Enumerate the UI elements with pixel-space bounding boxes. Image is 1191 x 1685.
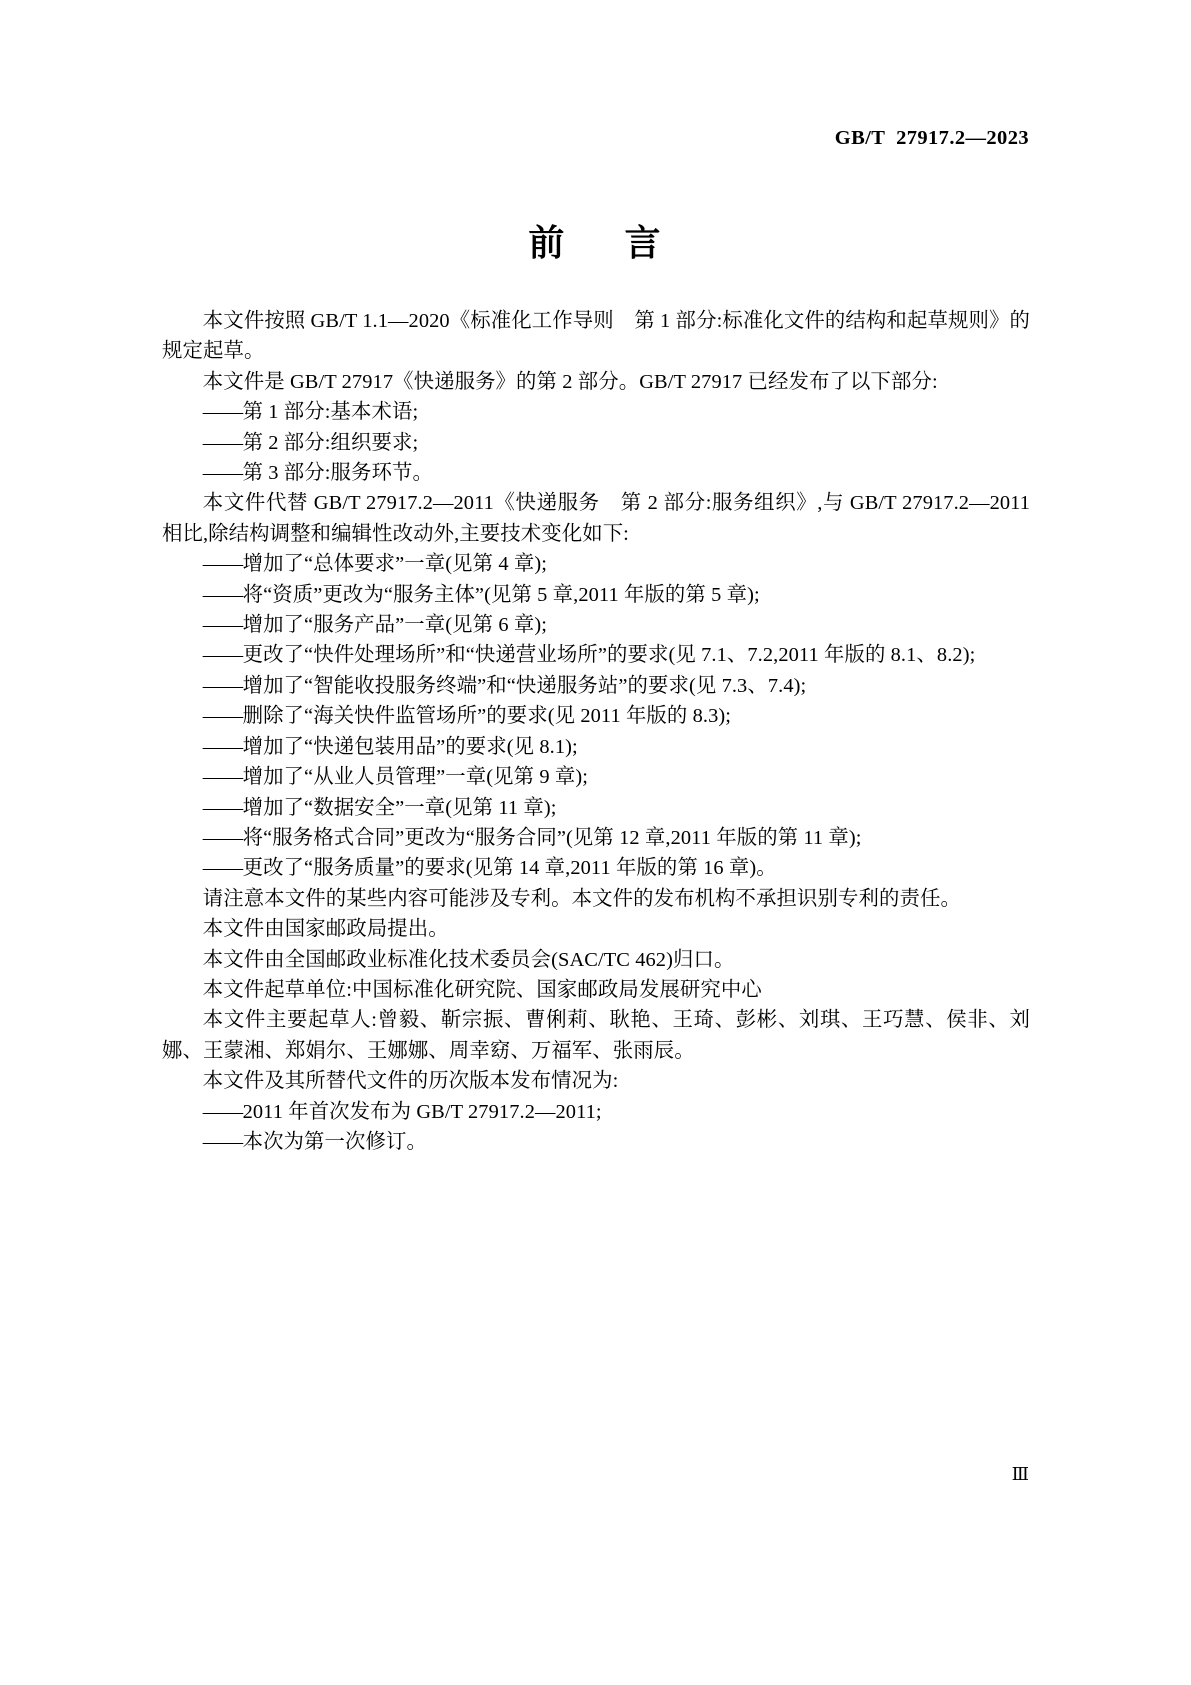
list-item-part bbox=[162, 458, 1030, 488]
list-item-change bbox=[162, 823, 1030, 853]
paragraph-drafting-units: 本文件起草单位:中国标准化研究院、国家邮政局发展研究中心 bbox=[202, 978, 762, 1001]
list-item-text: 将“资质”更改为“服务主体”(见第 5 章,2011 年版的第 5 章); bbox=[242, 583, 760, 606]
em-dash-prefix: —— bbox=[202, 826, 243, 849]
list-item-text: 更改了“快件处理场所”和“快递营业场所”的要求(见 7.1、7.2,2011 年版的 8.1、8.2); bbox=[242, 644, 976, 667]
em-dash-prefix: —— bbox=[202, 614, 243, 637]
paragraph-drafters: 本文件主要起草人:曾毅、靳宗振、曹俐莉、耿艳、王琦、彭彬、刘琪、王巧慧、侯非、刘娜、王蒙湘、郑娟尔、王娜娜、周幸窈、万福军、张雨辰。 bbox=[162, 1009, 1030, 1062]
em-dash-prefix: —— bbox=[202, 401, 243, 424]
paragraph-drafting-basis: 本文件按照 GB/T 1.1—2020《标准化工作导则 第 1 部分:标准化文件的结构和起草规则》的规定起草。 bbox=[162, 310, 1030, 363]
foreword-body bbox=[162, 306, 1030, 1157]
list-item-change bbox=[162, 549, 1030, 579]
list-item-text: 增加了“总体要求”一章(见第 4 章); bbox=[242, 553, 548, 576]
list-item-text: 将“服务格式合同”更改为“服务合同”(见第 12 章,2011 年版的第 11 章); bbox=[242, 826, 862, 849]
list-item-text: 第 1 部分:基本术语; bbox=[242, 401, 419, 424]
em-dash-prefix: —— bbox=[202, 462, 243, 485]
em-dash-prefix: —— bbox=[202, 1100, 243, 1123]
em-dash-prefix: —— bbox=[202, 583, 243, 606]
list-item-change bbox=[162, 640, 1030, 670]
list-item-change bbox=[162, 732, 1030, 762]
paragraph-series-intro: 本文件是 GB/T 27917《快递服务》的第 2 部分。GB/T 27917 已经发布了以下部分: bbox=[202, 370, 938, 393]
em-dash-prefix: —— bbox=[202, 644, 243, 667]
list-item-text: 增加了“从业人员管理”一章(见第 9 章); bbox=[242, 766, 588, 789]
list-item-text: 增加了“服务产品”一章(见第 6 章); bbox=[242, 614, 548, 637]
list-item-text: 增加了“智能收投服务终端”和“快递服务站”的要求(见 7.3、7.4); bbox=[242, 674, 807, 697]
list-item-change bbox=[162, 701, 1030, 731]
list-item-change bbox=[162, 610, 1030, 640]
list-item-change bbox=[162, 580, 1030, 610]
list-item-text: 更改了“服务质量”的要求(见第 14 章,2011 年版的第 16 章)。 bbox=[242, 857, 777, 880]
list-item-history bbox=[162, 1097, 1030, 1127]
list-item-text: 增加了“快递包装用品”的要求(见 8.1); bbox=[242, 735, 578, 758]
page-header bbox=[162, 128, 1029, 158]
header-standard-number: GB/T 27917.2—2023 bbox=[834, 127, 1029, 149]
list-item-text: 删除了“海关快件监管场所”的要求(见 2011 年版的 8.3); bbox=[242, 705, 732, 728]
list-item-text: 第 2 部分:组织要求; bbox=[242, 431, 419, 454]
list-item-change bbox=[162, 671, 1030, 701]
page-footer bbox=[162, 1465, 1029, 1489]
em-dash-prefix: —— bbox=[202, 766, 243, 789]
em-dash-prefix: —— bbox=[202, 553, 243, 576]
list-item-change bbox=[162, 853, 1030, 883]
em-dash-prefix: —— bbox=[202, 735, 243, 758]
list-item-text: 第 3 部分:服务环节。 bbox=[242, 462, 433, 485]
paragraph-proposer: 本文件由国家邮政局提出。 bbox=[202, 918, 449, 941]
list-item-text: 2011 年首次发布为 GB/T 27917.2—2011; bbox=[242, 1100, 602, 1123]
em-dash-prefix: —— bbox=[202, 431, 243, 454]
list-item-history bbox=[162, 1127, 1030, 1157]
list-item-text: 本次为第一次修订。 bbox=[242, 1130, 427, 1153]
page-number: Ⅲ bbox=[1011, 1464, 1029, 1484]
list-item-change bbox=[162, 762, 1030, 792]
paragraph-history-intro: 本文件及其所替代文件的历次版本发布情况为: bbox=[202, 1070, 619, 1093]
em-dash-prefix: —— bbox=[202, 796, 243, 819]
page-title: 前 言 bbox=[528, 223, 663, 264]
em-dash-prefix: —— bbox=[202, 857, 243, 880]
paragraph-custodian: 本文件由全国邮政业标准化技术委员会(SAC/TC 462)归口。 bbox=[202, 948, 735, 971]
em-dash-prefix: —— bbox=[202, 705, 243, 728]
list-item-text: 增加了“数据安全”一章(见第 11 章); bbox=[242, 796, 557, 819]
list-item-part bbox=[162, 397, 1030, 427]
paragraph-patent-notice: 请注意本文件的某些内容可能涉及专利。本文件的发布机构不承担识别专利的责任。 bbox=[202, 887, 961, 910]
list-item-part bbox=[162, 428, 1030, 458]
em-dash-prefix: —— bbox=[202, 674, 243, 697]
paragraph-replaces: 本文件代替 GB/T 27917.2—2011《快递服务 第 2 部分:服务组织》,与 GB/T 27917.2—2011 相比,除结构调整和编辑性改动外,主要技术变化如下: bbox=[162, 492, 1030, 545]
list-item-change bbox=[162, 793, 1030, 823]
em-dash-prefix: —— bbox=[202, 1130, 243, 1153]
